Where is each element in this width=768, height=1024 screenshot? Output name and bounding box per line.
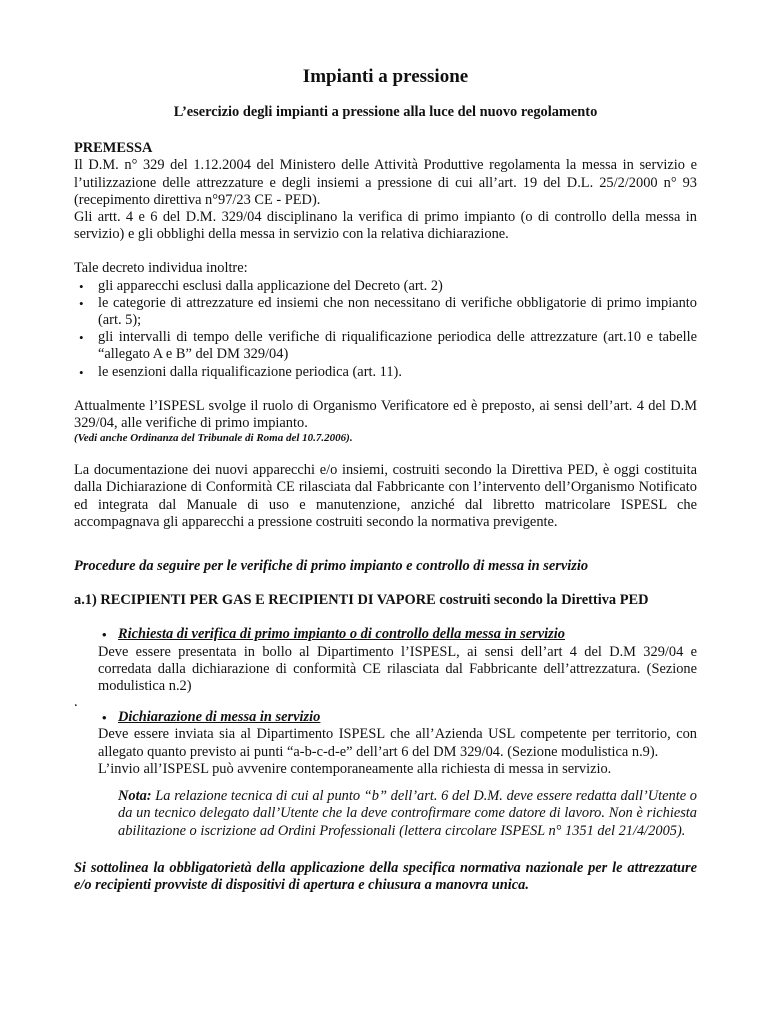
list-item: • gli intervalli di tempo delle verifiche di riqualificazione periodica delle attrezzature (art.10 e tabelle “allegato A e B” del DM 329/04) bbox=[79, 329, 697, 363]
document-page bbox=[74, 66, 697, 894]
bullet-icon: • bbox=[102, 627, 107, 643]
page-title: Impianti a pressione bbox=[302, 66, 469, 87]
dichiarazione-text-2: L’invio all’ISPESL può avvenire contemporaneamente alla richiesta di messa in servizio. bbox=[98, 760, 612, 777]
list-item: • le categorie di attrezzature ed insiemi che non necessitano di verifiche obbligatorie di primo impianto (art. 5); bbox=[79, 294, 697, 329]
richiesta-heading: • Richiesta di verifica di primo impianto o di controllo della messa in servizio bbox=[102, 626, 565, 643]
section-a1-heading: a.1) RECIPIENTI PER GAS E RECIPIENTI DI VAPORE costruiti secondo la Direttiva PED bbox=[74, 592, 649, 609]
closing-paragraph: Si sottolinea la obbligatorietà della applicazione della specifica normativa nazionale per le attrezzature e/o recipienti provviste di dispositivi di apertura e chiusura a manovra unica. bbox=[74, 859, 697, 893]
list-item: • le esenzioni dalla riqualificazione periodica (art. 11). bbox=[79, 363, 402, 380]
list-item: • gli apparecchi esclusi dalla applicazione del Decreto (art. 2) bbox=[79, 277, 443, 294]
ordinanza-note: (Vedi anche Ordinanza del Tribunale di Roma del 10.7.2006). bbox=[74, 432, 353, 445]
richiesta-text: Deve essere presentata in bollo al Dipartimento l’ISPESL, ai sensi dell’art 4 del D.M 329/04 e corredata dalla dichiarazione di conformità CE rilasciata dal Fabbricante dell’attrezzatura. (Sezione modulistica n.2) bbox=[98, 643, 697, 695]
ispesl-paragraph: Attualmente l’ISPESL svolge il ruolo di Organismo Verificatore ed è preposto, ai sensi dell’art. 4 del D.M 329/04, alle verifiche di primo impianto. bbox=[74, 397, 697, 432]
premessa-paragraph-2: Gli artt. 4 e 6 del D.M. 329/04 disciplinano la verifica di primo impianto (o di controllo della messa in servizio) e gli obblighi della messa in servizio con la relativa dichiarazione. bbox=[74, 209, 697, 243]
stray-period: . bbox=[74, 694, 78, 711]
nota-paragraph: Nota: La relazione tecnica di cui al punto “b” dell’art. 6 del D.M. deve essere redatta dall’Utente o da un tecnico delegato dall’Utente che la deve controfirmare come datore di lavoro. Non è richiesta abilitazione o iscrizione ad Ordini Professionali (lettera circolare ISPESL n° 1351 del 21/4/2005). bbox=[118, 788, 697, 839]
bullet-icon: • bbox=[79, 295, 84, 311]
bullet-icon: • bbox=[102, 710, 107, 726]
decreto-intro: Tale decreto individua inoltre: bbox=[74, 260, 248, 277]
dichiarazione-text: Deve essere inviata sia al Dipartimento ISPESL che all’Azienda USL competente per territorio, con allegato quanto previsto ai punti “a-b-c-d-e” dell’art 6 del DM 329/04. (Sezione modulistica n.9). bbox=[98, 726, 697, 760]
bullet-icon: • bbox=[79, 278, 84, 294]
page-subtitle: L’esercizio degli impianti a pressione alla luce del nuovo regolamento bbox=[173, 104, 598, 120]
premessa-paragraph-1: Il D.M. n° 329 del 1.12.2004 del Ministero delle Attività Produttive regolamenta la messa in servizio e l’utilizzazione delle attrezzature e degli insiemi a pressione di cui all’art. 19 del D.L. 25/2/2000 n° 93 (recepimento direttiva n°97/23 CE - PED). bbox=[74, 157, 697, 208]
procedure-heading: Procedure da seguire per le verifiche di primo impianto e controllo di messa in servizio bbox=[74, 558, 589, 575]
premessa-heading: PREMESSA bbox=[74, 140, 153, 157]
dichiarazione-heading: • Dichiarazione di messa in servizio bbox=[102, 709, 321, 726]
documentazione-paragraph: La documentazione dei nuovi apparecchi e/o insiemi, costruiti secondo la Direttiva PED, è oggi costituita dalla Dichiarazione di Conformità CE rilasciata dal Fabbricante con l’intervento dell’Organismo Notificato ed integrata dal Manuale di uso e manutenzione, anziché dal libretto matricolare ISPESL che accompagnava gli apparecchi a pressione costruiti secondo la normativa previgente. bbox=[74, 462, 697, 530]
decreto-list bbox=[74, 278, 697, 381]
bullet-icon: • bbox=[79, 364, 84, 380]
bullet-icon: • bbox=[79, 330, 84, 346]
